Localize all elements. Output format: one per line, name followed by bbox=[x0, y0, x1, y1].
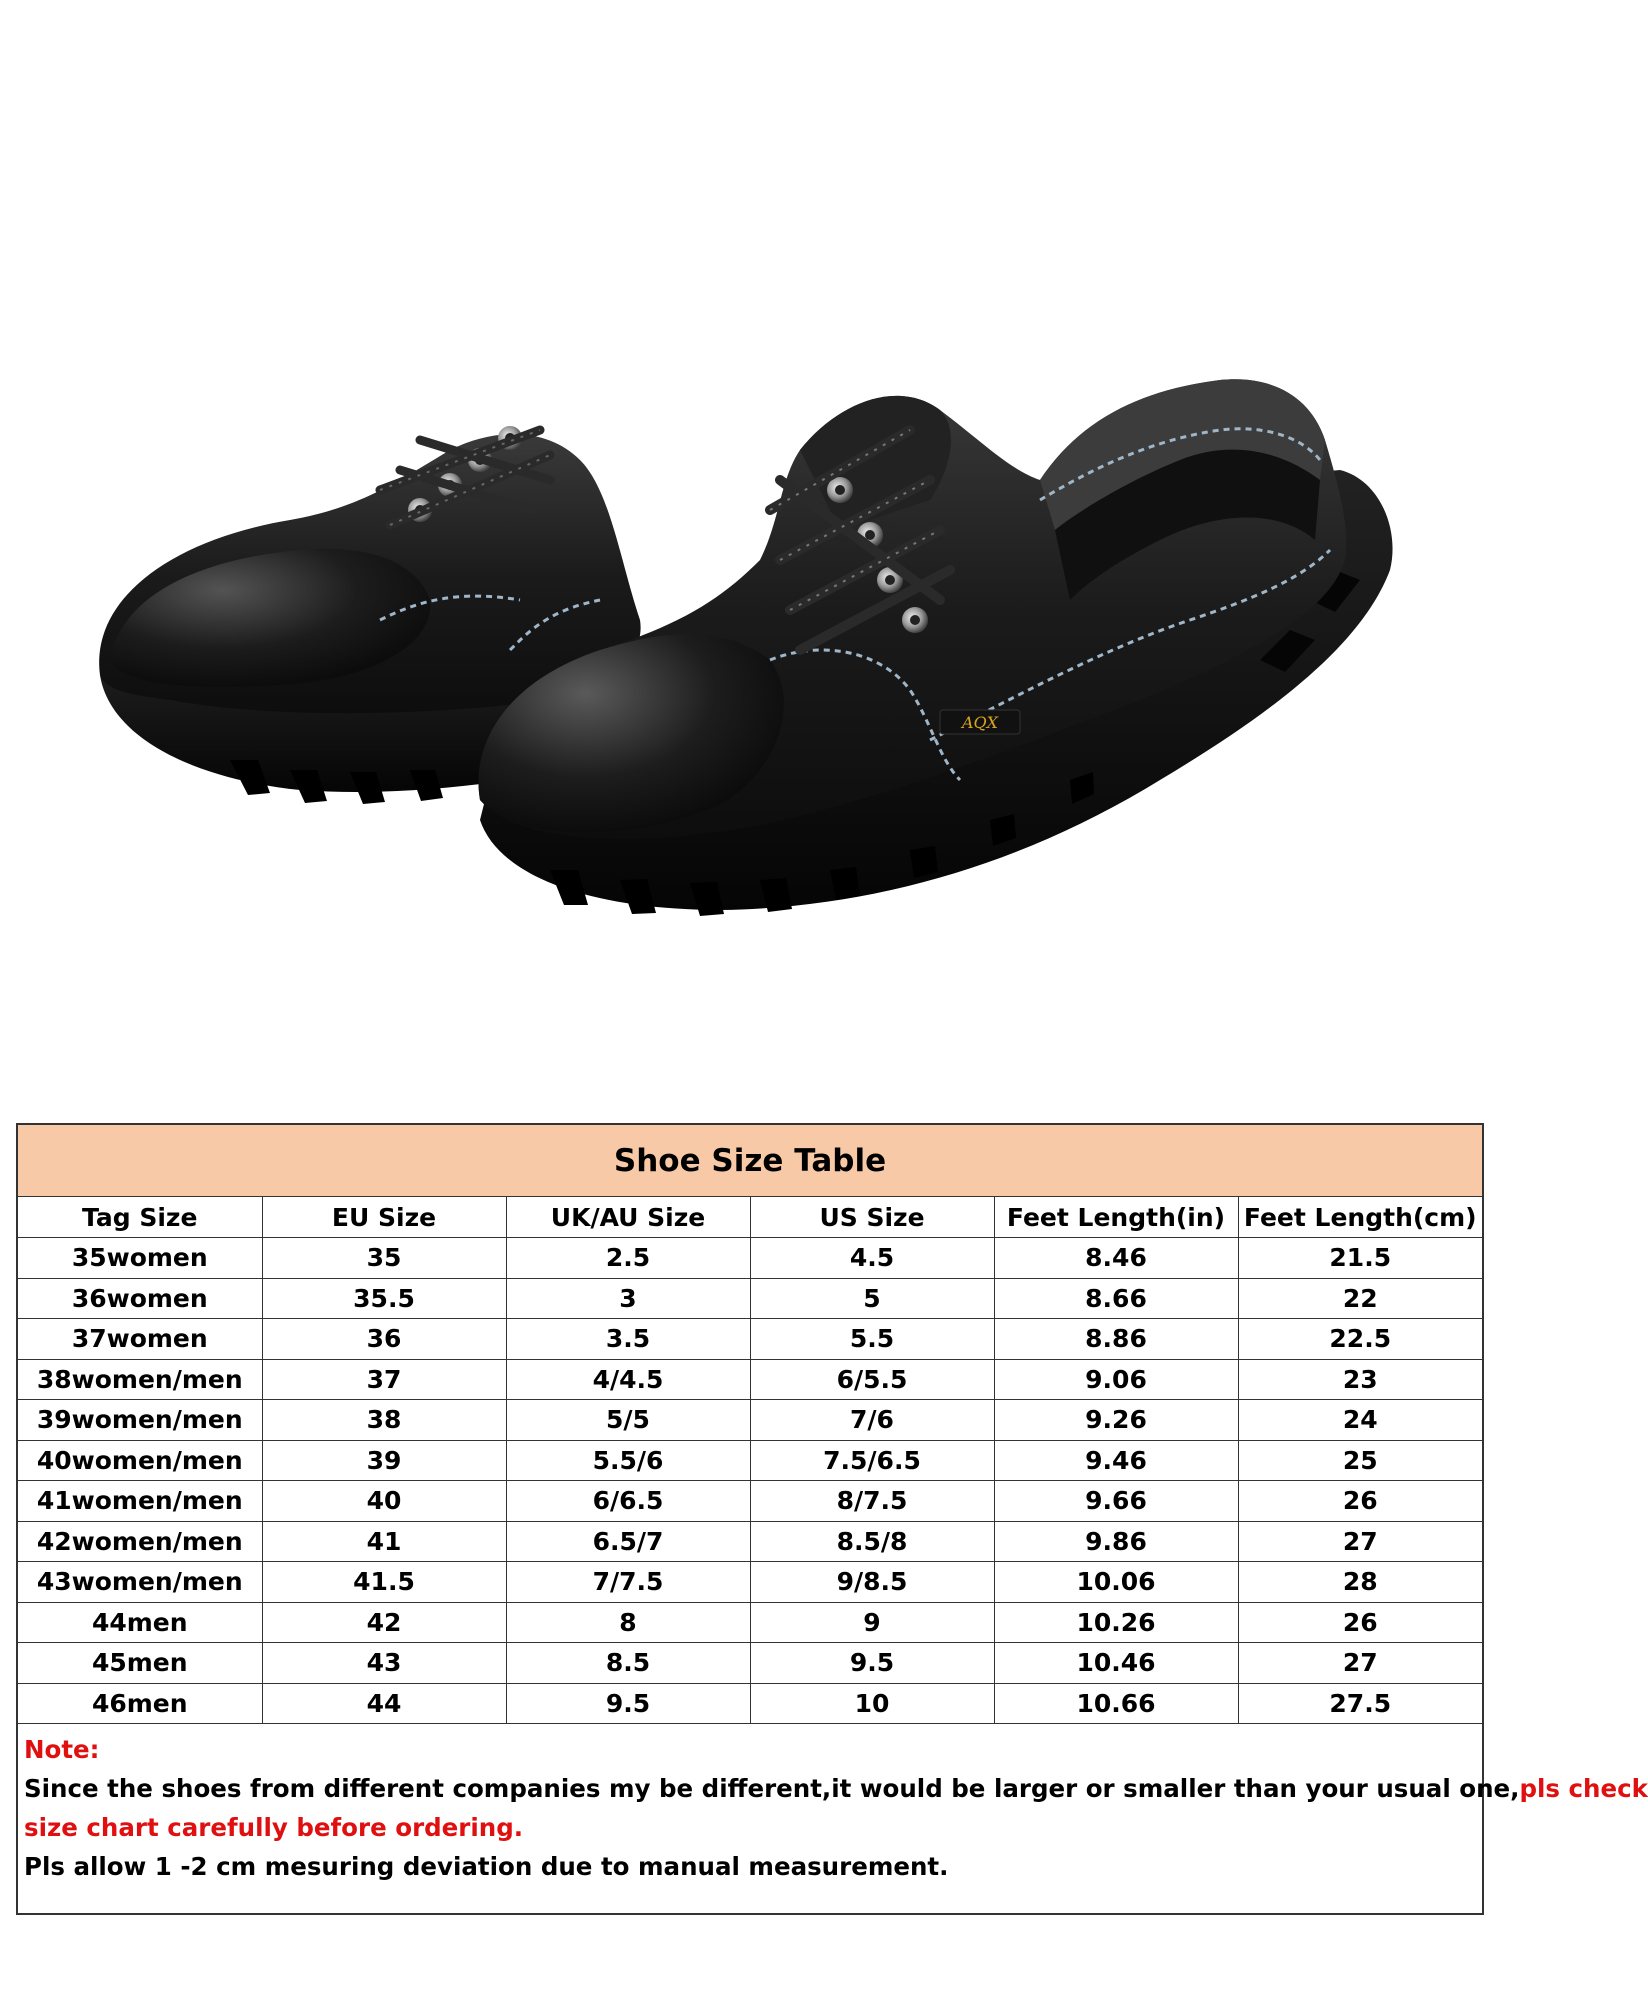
table-row bbox=[18, 1521, 1482, 1562]
table-cell: 3 bbox=[506, 1278, 750, 1319]
note-line-2: size chart carefully before ordering. bbox=[24, 1813, 524, 1842]
table-cell: 25 bbox=[1238, 1440, 1482, 1481]
column-header: Feet Length(in) bbox=[994, 1197, 1238, 1238]
note-text-black: Since the shoes from different companies my be different,it would be larger or smaller than your usual one, bbox=[24, 1774, 1520, 1803]
table-cell: 6/6.5 bbox=[506, 1481, 750, 1522]
table-cell: 21.5 bbox=[1238, 1238, 1482, 1279]
table-cell: 8.5/8 bbox=[750, 1521, 994, 1562]
table-row bbox=[18, 1481, 1482, 1522]
table-cell: 10.26 bbox=[994, 1602, 1238, 1643]
table-cell: 9.86 bbox=[994, 1521, 1238, 1562]
table-cell: 9 bbox=[750, 1602, 994, 1643]
table-cell: 41.5 bbox=[262, 1562, 506, 1603]
table-row bbox=[18, 1683, 1482, 1724]
table-cell: 7/6 bbox=[750, 1400, 994, 1441]
brand-logo-text: AQX bbox=[961, 713, 999, 732]
table-cell: 23 bbox=[1238, 1359, 1482, 1400]
table-cell: 8.46 bbox=[994, 1238, 1238, 1279]
table-cell: 9.06 bbox=[994, 1359, 1238, 1400]
table-cell: 5 bbox=[750, 1278, 994, 1319]
table-cell: 44men bbox=[18, 1602, 262, 1643]
table-cell: 26 bbox=[1238, 1481, 1482, 1522]
table-row bbox=[18, 1359, 1482, 1400]
table-cell: 22 bbox=[1238, 1278, 1482, 1319]
table-cell: 7/7.5 bbox=[506, 1562, 750, 1603]
table-row bbox=[18, 1440, 1482, 1481]
table-cell: 40women/men bbox=[18, 1440, 262, 1481]
table-cell: 42women/men bbox=[18, 1521, 262, 1562]
product-photo bbox=[80, 180, 1420, 940]
table-row bbox=[18, 1319, 1482, 1360]
note-line-3: Pls allow 1 -2 cm mesuring deviation due to manual measurement. bbox=[24, 1852, 949, 1881]
table-cell: 6/5.5 bbox=[750, 1359, 994, 1400]
column-header: Tag Size bbox=[18, 1197, 262, 1238]
table-cell: 9/8.5 bbox=[750, 1562, 994, 1603]
table-cell: 4.5 bbox=[750, 1238, 994, 1279]
table-cell: 2.5 bbox=[506, 1238, 750, 1279]
table-cell: 8/7.5 bbox=[750, 1481, 994, 1522]
column-header: US Size bbox=[750, 1197, 994, 1238]
table-cell: 9.5 bbox=[750, 1643, 994, 1684]
table-cell: 9.26 bbox=[994, 1400, 1238, 1441]
table-row bbox=[18, 1643, 1482, 1684]
table-cell: 41 bbox=[262, 1521, 506, 1562]
note-text-red: pls check bbox=[1519, 1774, 1648, 1803]
table-header-row bbox=[18, 1197, 1482, 1238]
table-row bbox=[18, 1400, 1482, 1441]
note-line-1 bbox=[24, 1769, 1648, 1808]
table-cell: 28 bbox=[1238, 1562, 1482, 1603]
table-cell: 4/4.5 bbox=[506, 1359, 750, 1400]
table-cell: 10 bbox=[750, 1683, 994, 1724]
table-cell: 46men bbox=[18, 1683, 262, 1724]
table-cell: 44 bbox=[262, 1683, 506, 1724]
table-cell: 8.66 bbox=[994, 1278, 1238, 1319]
column-header: Feet Length(cm) bbox=[1238, 1197, 1482, 1238]
table-cell: 10.46 bbox=[994, 1643, 1238, 1684]
table-body bbox=[18, 1238, 1482, 1724]
table-cell: 37women bbox=[18, 1319, 262, 1360]
table-cell: 40 bbox=[262, 1481, 506, 1522]
table-cell: 24 bbox=[1238, 1400, 1482, 1441]
table-cell: 5/5 bbox=[506, 1400, 750, 1441]
table-cell: 39women/men bbox=[18, 1400, 262, 1441]
table-cell: 7.5/6.5 bbox=[750, 1440, 994, 1481]
table-cell: 35women bbox=[18, 1238, 262, 1279]
table-cell: 9.5 bbox=[506, 1683, 750, 1724]
table-cell: 39 bbox=[262, 1440, 506, 1481]
table-cell: 36 bbox=[262, 1319, 506, 1360]
table-cell: 26 bbox=[1238, 1602, 1482, 1643]
table-row bbox=[18, 1602, 1482, 1643]
table-cell: 38 bbox=[262, 1400, 506, 1441]
column-header: EU Size bbox=[262, 1197, 506, 1238]
table-title: Shoe Size Table bbox=[18, 1125, 1482, 1197]
table-cell: 8 bbox=[506, 1602, 750, 1643]
table-cell: 9.46 bbox=[994, 1440, 1238, 1481]
table-cell: 8.5 bbox=[506, 1643, 750, 1684]
size-table bbox=[18, 1125, 1482, 1724]
table-cell: 5.5 bbox=[750, 1319, 994, 1360]
table-cell: 10.66 bbox=[994, 1683, 1238, 1724]
table-cell: 10.06 bbox=[994, 1562, 1238, 1603]
table-cell: 27 bbox=[1238, 1643, 1482, 1684]
table-cell: 42 bbox=[262, 1602, 506, 1643]
table-cell: 37 bbox=[262, 1359, 506, 1400]
table-cell: 43women/men bbox=[18, 1562, 262, 1603]
table-cell: 27.5 bbox=[1238, 1683, 1482, 1724]
table-cell: 35 bbox=[262, 1238, 506, 1279]
table-cell: 8.86 bbox=[994, 1319, 1238, 1360]
table-row bbox=[18, 1238, 1482, 1279]
table-cell: 22.5 bbox=[1238, 1319, 1482, 1360]
right-shoe bbox=[479, 379, 1393, 916]
table-cell: 3.5 bbox=[506, 1319, 750, 1360]
table-cell: 41women/men bbox=[18, 1481, 262, 1522]
size-chart bbox=[16, 1123, 1648, 1915]
column-header: UK/AU Size bbox=[506, 1197, 750, 1238]
table-cell: 5.5/6 bbox=[506, 1440, 750, 1481]
table-row bbox=[18, 1278, 1482, 1319]
note-label: Note: bbox=[24, 1735, 100, 1764]
table-cell: 43 bbox=[262, 1643, 506, 1684]
table-cell: 38women/men bbox=[18, 1359, 262, 1400]
table-cell: 35.5 bbox=[262, 1278, 506, 1319]
table-cell: 45men bbox=[18, 1643, 262, 1684]
table-cell: 36women bbox=[18, 1278, 262, 1319]
table-cell: 9.66 bbox=[994, 1481, 1238, 1522]
note-section bbox=[18, 1724, 1648, 1886]
table-cell: 27 bbox=[1238, 1521, 1482, 1562]
table-cell: 6.5/7 bbox=[506, 1521, 750, 1562]
table-row bbox=[18, 1562, 1482, 1603]
